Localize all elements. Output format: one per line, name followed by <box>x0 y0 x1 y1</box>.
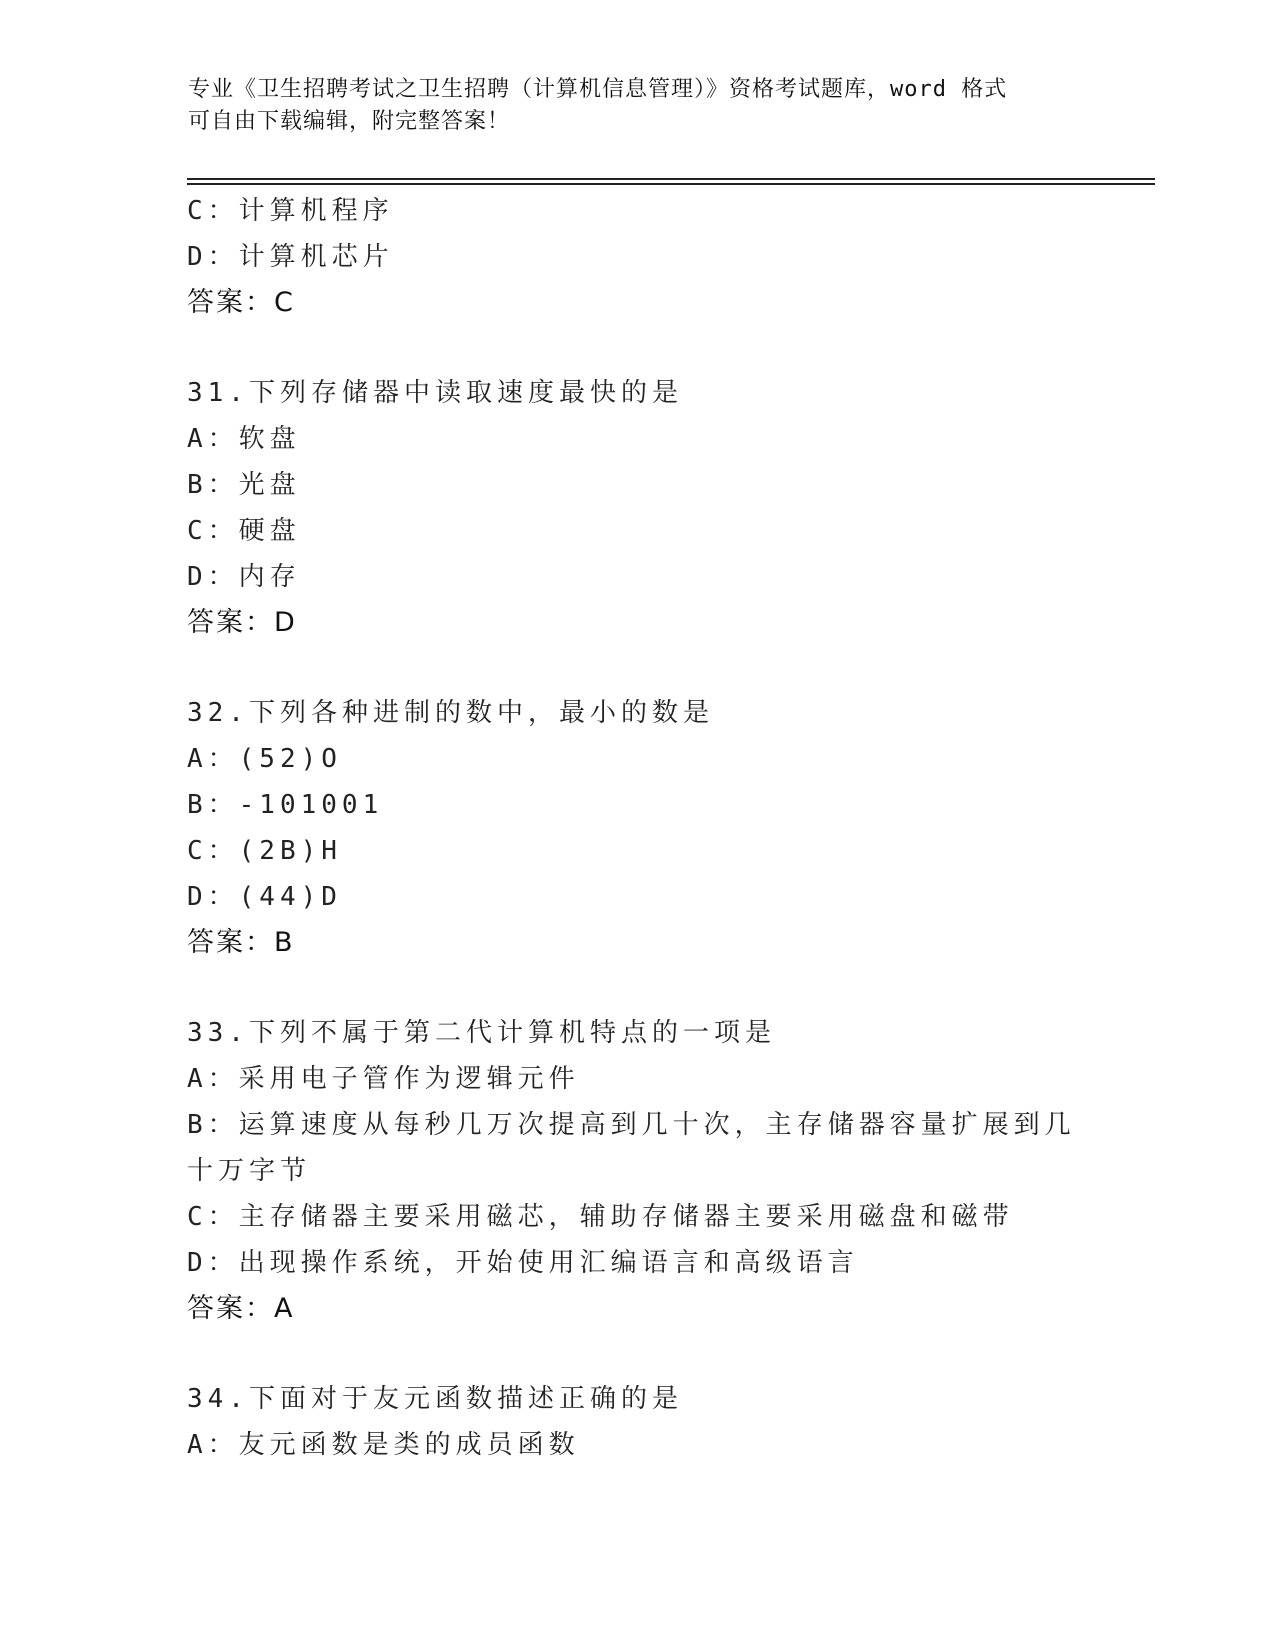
question-stem: 34.下面对于友元函数描述正确的是 <box>187 1384 683 1414</box>
spacer <box>187 646 1087 690</box>
question-34 <box>187 1376 1087 1468</box>
option-a: A：(52)O <box>187 744 342 774</box>
question-stem: 32.下列各种进制的数中，最小的数是 <box>187 698 714 728</box>
header-divider-bottom <box>187 183 1155 185</box>
document-header <box>188 74 1088 138</box>
option-a: A：采用电子管作为逻辑元件 <box>187 1064 580 1094</box>
answer-line: 答案：A <box>187 1293 295 1324</box>
option-c: C：主存储器主要采用磁芯，辅助存储器主要采用磁盘和磁带 <box>187 1202 1014 1232</box>
header-title-line-1: 专业《卫生招聘考试之卫生招聘（计算机信息管理）》资格考试题库，word 格式 <box>188 77 1008 102</box>
question-33 <box>187 1010 1087 1332</box>
answer-line: 答案：C <box>187 287 295 318</box>
option-b: B：运算速度从每秒几万次提高到几十次，主存储器容量扩展到几十万字节 <box>187 1110 1076 1186</box>
header-title-line-2: 可自由下载编辑，附完整答案！ <box>188 109 511 134</box>
option-c: C：计算机程序 <box>187 196 394 226</box>
option-d: D：计算机芯片 <box>187 242 394 272</box>
header-divider-top <box>187 178 1155 180</box>
option-a: A：友元函数是类的成员函数 <box>187 1430 580 1460</box>
spacer <box>187 326 1087 370</box>
question-list <box>187 188 1087 1468</box>
option-c: C：硬盘 <box>187 516 301 546</box>
option-c: C：(2B)H <box>187 836 342 866</box>
answer-line: 答案：D <box>187 607 297 638</box>
option-b: B：-101001 <box>187 790 384 820</box>
question-31 <box>187 370 1087 646</box>
option-d: D：内存 <box>187 562 301 592</box>
question-30-continued <box>187 188 1087 326</box>
option-b: B：光盘 <box>187 470 301 500</box>
option-d: D：(44)D <box>187 882 342 912</box>
question-32 <box>187 690 1087 966</box>
spacer <box>187 966 1087 1010</box>
spacer <box>187 1332 1087 1376</box>
option-d: D：出现操作系统，开始使用汇编语言和高级语言 <box>187 1248 859 1278</box>
question-stem: 31.下列存储器中读取速度最快的是 <box>187 378 683 408</box>
answer-line: 答案：B <box>187 927 295 958</box>
option-a: A：软盘 <box>187 424 301 454</box>
question-stem: 33.下列不属于第二代计算机特点的一项是 <box>187 1018 776 1048</box>
